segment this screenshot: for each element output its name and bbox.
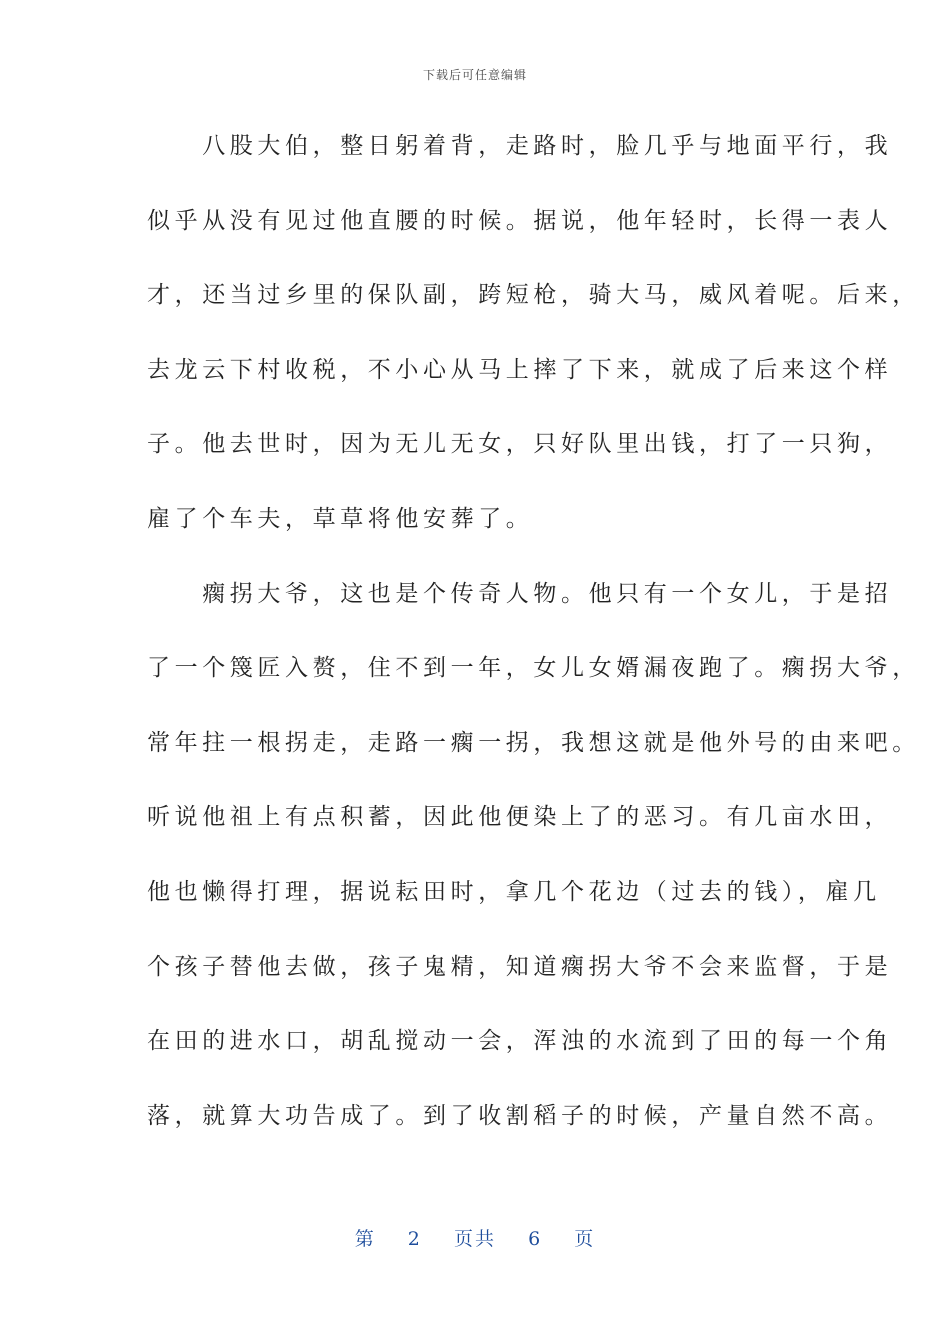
text-line: 子。他去世时，因为无儿无女，只好队里出钱，打了一只狗， xyxy=(147,431,893,458)
text-line: 他也懒得打理，据说耘田时，拿几个花边（过去的钱），雇几 xyxy=(147,878,881,905)
current-page-number: 2 xyxy=(407,1228,422,1250)
document-body xyxy=(147,120,920,1164)
text-line: 个孩子替他去做，孩子鬼精，知道瘸拐大爷不会来监督，于是 xyxy=(147,953,893,980)
footer-prefix: 第 xyxy=(354,1228,376,1250)
page-header: 下载后可任意编辑 xyxy=(422,68,527,82)
text-line: 才，还当过乡里的保队副，跨短枪，骑大马，威风着呢。后来， xyxy=(147,282,920,309)
text-line: 听说他祖上有点积蓄，因此他便染上了的恶习。有几亩水田， xyxy=(147,804,893,831)
text-line: 去龙云下村收税，不小心从马上摔了下来，就成了后来这个样 xyxy=(147,356,893,383)
text-line: 瘸拐大爷，这也是个传奇人物。他只有一个女儿，于是招 xyxy=(147,580,893,607)
text-line: 似乎从没有见过他直腰的时候。据说，他年轻时，长得一表人 xyxy=(147,207,893,234)
footer-suffix: 页 xyxy=(574,1228,596,1250)
text-line: 常年拄一根拐走，走路一瘸一拐，我想这就是他外号的由来吧。 xyxy=(147,729,920,756)
total-pages-number: 6 xyxy=(528,1228,543,1250)
page-footer xyxy=(0,1224,950,1251)
text-line: 雇了个车夫，草草将他安葬了。 xyxy=(147,505,534,532)
paragraph-1 xyxy=(147,120,920,568)
paragraph-2 xyxy=(147,568,920,1165)
text-line: 落，就算大功告成了。到了收割稻子的时候，产量自然不高。 xyxy=(147,1102,893,1129)
text-line: 了一个篾匠入赘，住不到一年，女儿女婿漏夜跑了。瘸拐大爷， xyxy=(147,655,920,682)
text-line: 八股大伯，整日躬着背，走路时，脸几乎与地面平行，我 xyxy=(147,133,893,159)
text-line: 在田的进水口，胡乱搅动一会，浑浊的水流到了田的每一个角 xyxy=(147,1028,893,1055)
footer-middle: 页共 xyxy=(453,1228,496,1250)
